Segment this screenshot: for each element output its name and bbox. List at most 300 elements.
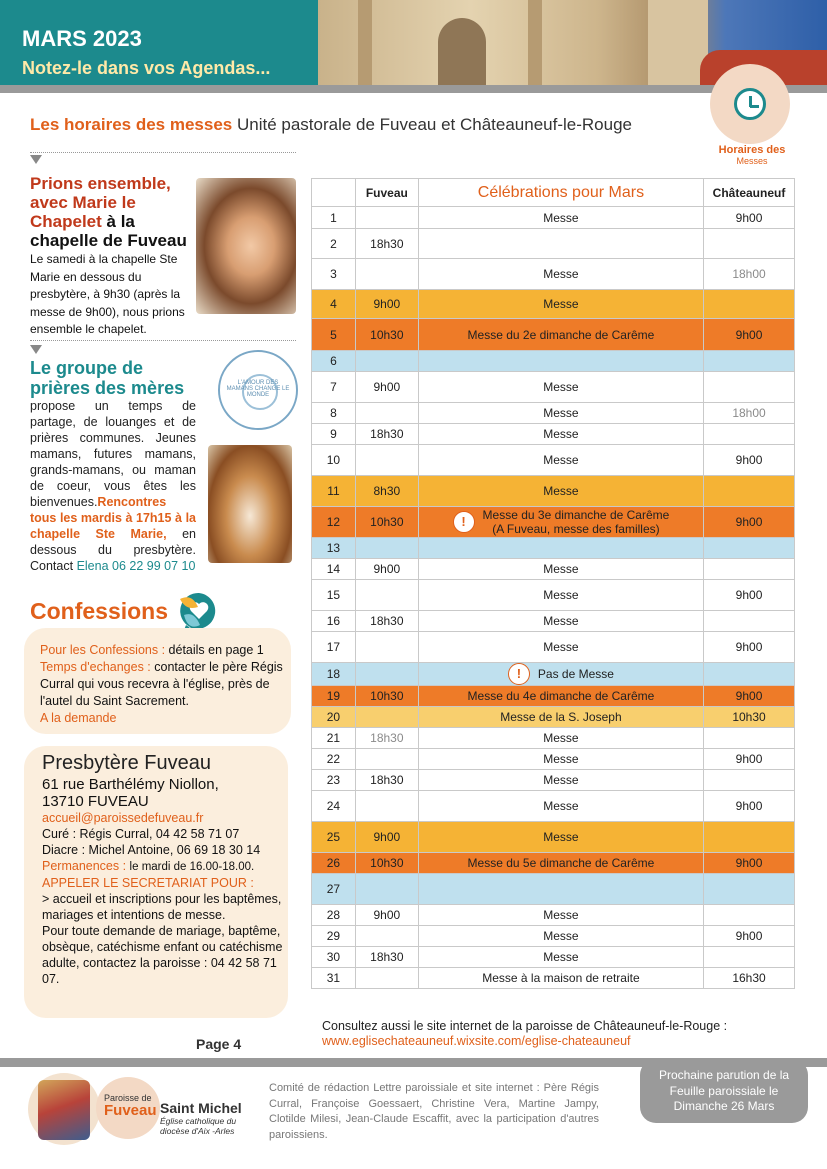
prions-title-line1: Prions ensemble, — [30, 174, 171, 193]
permanences-hours: le mardi de 16.00-18.00. — [129, 861, 255, 873]
celebration-label: Messe — [543, 453, 579, 467]
meres-title — [30, 358, 184, 398]
celebration-cell — [418, 926, 703, 947]
address-line1: 61 rue Barthélémy Niollon, — [42, 776, 219, 793]
table-row — [312, 686, 795, 707]
section-heading — [30, 115, 632, 135]
celebration-cell — [418, 791, 703, 822]
chateauneuf-time-cell — [704, 351, 795, 372]
table-row — [312, 822, 795, 853]
celebration-text — [543, 614, 578, 628]
logo-diocese: diocèse d'Aix -Arles — [160, 1126, 235, 1136]
chateauneuf-time-cell: 10h30 — [704, 707, 795, 728]
table-row — [312, 905, 795, 926]
divider — [30, 340, 296, 341]
chateauneuf-time-cell: 9h00 — [704, 749, 795, 770]
warning-icon: ! — [508, 663, 530, 685]
celebration-label: Messe — [543, 773, 579, 787]
chateauneuf-time-cell — [704, 559, 795, 580]
fuveau-time-cell: 9h00 — [355, 290, 418, 319]
celebration-label: Messe du 5e dimanche de Carême — [467, 856, 655, 870]
fuveau-time-cell — [355, 707, 418, 728]
celebration-text — [543, 562, 578, 576]
confessions-detail: détails en page 1 — [168, 643, 264, 657]
email-link[interactable]: accueil@paroissedefuveau.fr — [42, 811, 204, 825]
chateauneuf-time-cell: 18h00 — [704, 259, 795, 290]
chateauneuf-time-cell — [704, 372, 795, 403]
day-cell: 16 — [312, 611, 356, 632]
presbytere-body — [42, 776, 288, 987]
col-header-chateauneuf: Châteauneuf — [704, 179, 795, 207]
celebration-cell — [418, 749, 703, 770]
day-cell: 27 — [312, 874, 356, 905]
celebration-text — [543, 427, 578, 441]
chateauneuf-time-cell — [704, 538, 795, 559]
celebration-label: Messe — [543, 640, 579, 654]
day-cell: 15 — [312, 580, 356, 611]
table-row — [312, 968, 795, 989]
celebration-text — [500, 710, 621, 724]
day-cell: 21 — [312, 728, 356, 749]
chateauneuf-time-cell — [704, 290, 795, 319]
fuveau-time-cell: 18h30 — [355, 611, 418, 632]
table-row — [312, 663, 795, 686]
parution-text: Prochaine parution de la Feuille paroissiale le Dimanche 26 Mars — [658, 1068, 790, 1113]
niche-shape — [438, 18, 486, 86]
day-cell: 22 — [312, 749, 356, 770]
fuveau-time-cell — [355, 403, 418, 424]
celebration-cell — [418, 559, 703, 580]
col-header-fuveau: Fuveau — [355, 179, 418, 207]
chateauneuf-time-cell — [704, 822, 795, 853]
chateauneuf-time-cell — [704, 874, 795, 905]
meres-body — [30, 398, 196, 574]
table-row — [312, 290, 795, 319]
fuveau-time-cell — [355, 259, 418, 290]
fuveau-time-cell: 18h30 — [355, 947, 418, 968]
celebration-cell — [418, 403, 703, 424]
celebration-text — [543, 773, 578, 787]
table-row — [312, 926, 795, 947]
celebration-text — [543, 950, 578, 964]
table-row — [312, 707, 795, 728]
mass-schedule-table — [311, 178, 795, 989]
celebration-cell — [418, 538, 703, 559]
day-cell: 13 — [312, 538, 356, 559]
col-header-day — [312, 179, 356, 207]
comite-redaction: Comité de rédaction Lettre paroissiale et site internet : Père Régis Curral, Françoise Goessaert, Christine Vera, Martine Jampy, Clotilde Milesi, Jean-Claude Escaffit, avec la participation d'autres paroissiens. — [269, 1082, 599, 1141]
page-number: Page 4 — [196, 1036, 242, 1052]
section-heading-rest: Unité pastorale de Fuveau et Châteauneuf-le-Rouge — [232, 115, 632, 134]
celebration-cell — [418, 663, 703, 686]
fuveau-time-cell — [355, 632, 418, 663]
demande-text: Pour toute demande de mariage, baptême, obsèque, catéchisme enfant ou catéchisme adulte, contactez la paroisse : 04 42 58 71 07. — [42, 924, 283, 986]
horaires-badge — [710, 64, 790, 144]
celebration-text — [468, 328, 655, 342]
prions-title-line4: chapelle de Fuveau — [30, 231, 187, 250]
fuveau-time-cell — [355, 968, 418, 989]
chateauneuf-time-cell — [704, 424, 795, 445]
fuveau-time-cell — [355, 351, 418, 372]
day-cell: 9 — [312, 424, 356, 445]
chateauneuf-time-cell: 9h00 — [704, 507, 795, 538]
fuveau-time-cell: 10h30 — [355, 853, 418, 874]
fuveau-time-cell: 10h30 — [355, 686, 418, 707]
echanges-label: Temps d'echanges : — [40, 660, 155, 674]
triangle-marker-icon — [30, 345, 42, 354]
table-row — [312, 424, 795, 445]
chateauneuf-time-cell — [704, 229, 795, 259]
celebration-text — [543, 406, 578, 420]
day-cell: 5 — [312, 319, 356, 351]
fuveau-time-cell — [355, 445, 418, 476]
celebration-content — [419, 799, 703, 813]
celebration-cell — [418, 476, 703, 507]
presbytere-title: Presbytère Fuveau — [42, 752, 211, 774]
divider — [30, 152, 296, 153]
celebration-content — [419, 663, 703, 685]
chateauneuf-time-cell: 16h30 — [704, 968, 795, 989]
celebration-content — [419, 689, 703, 703]
celebration-cell — [418, 445, 703, 476]
meres-body-intro: propose un temps de partage, de louanges et de prières communes. Jeunes mamans, futures mamans, grands-mamans, ou maman de coeur, vous êtes les bienvenues. — [30, 399, 196, 509]
celebration-cell — [418, 229, 703, 259]
fuveau-time-cell: 9h00 — [355, 822, 418, 853]
fuveau-time-cell: 9h00 — [355, 372, 418, 403]
fuveau-time-cell: 18h30 — [355, 770, 418, 791]
fuveau-time-cell — [355, 874, 418, 905]
chateauneuf-time-cell: 9h00 — [704, 580, 795, 611]
celebration-content — [419, 211, 703, 225]
celebration-label: Messe — [543, 562, 579, 576]
celebration-content — [419, 640, 703, 654]
fuveau-time-cell: 10h30 — [355, 319, 418, 351]
celebration-label: Messe de la S. Joseph — [500, 710, 622, 724]
chateauneuf-time-cell: 9h00 — [704, 319, 795, 351]
month-title: MARS 2023 — [22, 26, 142, 51]
celebration-cell — [418, 874, 703, 905]
celebration-content — [419, 856, 703, 870]
celebration-content — [419, 484, 703, 498]
celebration-text — [538, 667, 614, 681]
celebration-cell — [418, 853, 703, 874]
meres-contact: Elena 06 22 99 07 10 — [76, 559, 196, 573]
celebration-cell — [418, 507, 703, 538]
celebration-content — [419, 297, 703, 311]
celebration-content — [419, 908, 703, 922]
celebration-text — [543, 211, 578, 225]
celebration-label: Messe — [543, 267, 579, 281]
celebration-label: Messe — [543, 731, 579, 745]
table-row — [312, 947, 795, 968]
seal-text: L'AMOUR DES MAMANS CHANGE LE MONDE — [226, 380, 290, 398]
day-cell: 11 — [312, 476, 356, 507]
celebration-text — [543, 588, 578, 602]
logo-eglise: Église catholique du — [160, 1116, 237, 1126]
day-cell: 14 — [312, 559, 356, 580]
celebration-label: Messe du 2e dimanche de Carême — [467, 327, 655, 342]
celebration-cell — [418, 259, 703, 290]
fuveau-time-cell — [355, 538, 418, 559]
celebration-cell — [418, 822, 703, 853]
fuveau-time-cell — [355, 749, 418, 770]
celebration-cell — [418, 686, 703, 707]
day-cell: 26 — [312, 853, 356, 874]
day-cell: 4 — [312, 290, 356, 319]
badge-label: Horaires des — [718, 144, 786, 156]
celebration-cell — [418, 207, 703, 229]
meres-body-end: en dessous du presbytère. Contact — [30, 527, 196, 573]
day-cell: 12 — [312, 507, 356, 538]
celebration-cell — [418, 372, 703, 403]
confessions-title: Confessions — [30, 598, 169, 624]
meres-title-line2: prières des mères — [30, 378, 185, 398]
celebration-label: Messe — [543, 929, 579, 943]
celebration-content — [419, 773, 703, 787]
table-row — [312, 770, 795, 791]
day-cell: 25 — [312, 822, 356, 853]
celebration-label: Messe du 4e dimanche de Carême — [467, 689, 655, 703]
header-rule — [0, 85, 827, 93]
chateauneuf-time-cell — [704, 905, 795, 926]
a-la-demande: A la demande — [40, 711, 117, 725]
celebration-content — [419, 427, 703, 441]
celebration-content — [419, 508, 703, 536]
fuveau-time-cell: 18h30 — [355, 728, 418, 749]
prions-title-line2: avec Marie le — [30, 193, 136, 212]
echanges-detail: contacter le père Régis Curral qui vous recevra à l'église, près de l'autel du Saint Sacrement. — [40, 660, 283, 708]
day-cell: 3 — [312, 259, 356, 290]
table-row — [312, 874, 795, 905]
day-cell: 31 — [312, 968, 356, 989]
celebration-label: Messe — [543, 830, 579, 844]
celebration-content — [419, 267, 703, 281]
chateauneuf-time-cell: 9h00 — [704, 853, 795, 874]
celebration-cell — [418, 580, 703, 611]
chateauneuf-time-cell — [704, 611, 795, 632]
celebration-label: Pas de Messe — [537, 667, 614, 681]
celebration-label: Messe — [543, 614, 579, 628]
day-cell: 10 — [312, 445, 356, 476]
celebration-cell — [418, 351, 703, 372]
celebration-text — [543, 267, 578, 281]
celebration-content — [419, 588, 703, 602]
celebration-text — [468, 689, 655, 703]
meres-rencontres: Rencontres tous les mardis à 17h15 à la chapelle Ste Marie, — [30, 495, 196, 541]
celebration-text — [482, 971, 639, 985]
chateauneuf-time-cell — [704, 663, 795, 686]
celebration-text — [543, 731, 578, 745]
table-row — [312, 559, 795, 580]
header — [0, 0, 827, 86]
table-row — [312, 611, 795, 632]
day-cell: 7 — [312, 372, 356, 403]
confessions-label: Pour les Confessions : — [40, 643, 169, 657]
clock-icon — [734, 88, 766, 120]
logo-saint-michel: Saint Michel — [160, 1100, 242, 1116]
pillar-shape — [358, 0, 372, 86]
celebration-content — [419, 614, 703, 628]
meres-title-line1: Le groupe de — [30, 358, 144, 378]
warning-icon: ! — [453, 511, 475, 533]
celebration-content — [419, 752, 703, 766]
celebration-text — [543, 908, 578, 922]
table-row — [312, 351, 795, 372]
confessions-text — [40, 642, 290, 727]
fuveau-time-cell — [355, 207, 418, 229]
chateauneuf-time-cell: 9h00 — [704, 445, 795, 476]
cure-contact: Curé : Régis Curral, 04 42 58 71 07 — [42, 827, 240, 841]
fuveau-time-cell: 18h30 — [355, 229, 418, 259]
table-row — [312, 507, 795, 538]
table-row — [312, 728, 795, 749]
secretariat-label: APPELER LE SECRETARIAT POUR : — [42, 876, 254, 890]
celebration-content — [419, 453, 703, 467]
celebration-note: (A Fuveau, messe des familles) — [492, 522, 660, 536]
celebration-text — [483, 508, 670, 536]
table-row — [312, 632, 795, 663]
chateauneuf-time-cell: 9h00 — [704, 926, 795, 947]
tower-shape — [648, 0, 708, 86]
celebration-label: Messe — [543, 588, 579, 602]
chateauneuf-time-cell — [704, 947, 795, 968]
fuveau-time-cell: 10h30 — [355, 507, 418, 538]
triangle-marker-icon — [30, 155, 42, 164]
diacre-contact: Diacre : Michel Antoine, 06 69 18 30 14 — [42, 843, 261, 857]
table-row — [312, 445, 795, 476]
address-line2: 13710 FUVEAU — [42, 793, 149, 810]
table-header-row — [312, 179, 795, 207]
celebration-cell — [418, 611, 703, 632]
day-cell: 18 — [312, 663, 356, 686]
day-cell: 24 — [312, 791, 356, 822]
celebration-label: Messe — [543, 427, 579, 441]
celebration-text — [543, 380, 578, 394]
chateauneuf-time-cell: 9h00 — [704, 632, 795, 663]
chateauneuf-time-cell — [704, 728, 795, 749]
table-row — [312, 853, 795, 874]
celebration-content — [419, 328, 703, 342]
table-row — [312, 259, 795, 290]
site-link[interactable]: www.eglisechateauneuf.wixsite.com/eglise-chateauneuf — [322, 1034, 631, 1048]
day-cell: 28 — [312, 905, 356, 926]
celebration-text — [543, 453, 578, 467]
prions-body: Le samedi à la chapelle Ste Marie en dessous du presbytère, à 9h30 (après la messe de 9h00), nous prions ensemble le chapelet. — [30, 252, 185, 336]
day-cell: 6 — [312, 351, 356, 372]
celebration-cell — [418, 290, 703, 319]
celebration-label: Messe — [543, 406, 579, 420]
permanences-label: Permanences : — [42, 859, 130, 873]
celebration-text — [543, 640, 578, 654]
chateauneuf-time-cell: 9h00 — [704, 207, 795, 229]
chateauneuf-time-cell: 9h00 — [704, 686, 795, 707]
table-row — [312, 580, 795, 611]
fuveau-time-cell — [355, 580, 418, 611]
table-row — [312, 476, 795, 507]
celebration-content — [419, 562, 703, 576]
celebration-label: Messe — [543, 752, 579, 766]
celebration-text — [468, 856, 655, 870]
celebration-cell — [418, 770, 703, 791]
logo-fuveau: Fuveau — [104, 1102, 157, 1119]
celebration-content — [419, 380, 703, 394]
day-cell: 8 — [312, 403, 356, 424]
month-subtitle: Notez-le dans vos Agendas... — [22, 58, 271, 78]
fuveau-time-cell: 9h00 — [355, 559, 418, 580]
celebration-content — [419, 710, 703, 724]
badge-label-2: Messes — [736, 156, 768, 166]
celebration-label: Messe du 3e dimanche de Carême — [482, 508, 670, 522]
pillar-shape — [528, 0, 542, 86]
logo-paroisse: Paroisse de — [104, 1093, 152, 1103]
chateauneuf-time-cell — [704, 476, 795, 507]
celebration-text — [543, 297, 578, 311]
virgin-mary-image — [196, 178, 296, 314]
celebration-label: Messe — [543, 950, 579, 964]
celebration-cell — [418, 707, 703, 728]
day-cell: 30 — [312, 947, 356, 968]
celebration-cell — [418, 947, 703, 968]
celebration-content — [419, 971, 703, 985]
celebration-label: Messe — [543, 799, 579, 813]
accueil-text: > accueil et inscriptions pour les baptêmes, mariages et intentions de messe. — [42, 892, 282, 922]
celebration-content — [419, 731, 703, 745]
fuveau-time-cell: 9h00 — [355, 905, 418, 926]
table-row — [312, 319, 795, 351]
celebration-content — [419, 950, 703, 964]
fuveau-time-cell — [355, 926, 418, 947]
celebration-label: Messe — [543, 908, 579, 922]
table-row — [312, 791, 795, 822]
fuveau-time-cell — [355, 791, 418, 822]
chateauneuf-time-cell — [704, 770, 795, 791]
saint-michel-image — [38, 1080, 90, 1140]
celebration-cell — [418, 728, 703, 749]
celebration-content — [419, 830, 703, 844]
day-cell: 23 — [312, 770, 356, 791]
celebration-content — [419, 929, 703, 943]
prions-title-a-la: à la — [101, 212, 135, 231]
day-cell: 20 — [312, 707, 356, 728]
prions-title — [30, 174, 190, 250]
table-body — [312, 207, 795, 989]
celebration-label: Messe — [543, 484, 579, 498]
celebration-text — [543, 929, 578, 943]
celebration-label: Messe — [543, 210, 579, 225]
celebration-text — [543, 830, 578, 844]
day-cell: 29 — [312, 926, 356, 947]
celebration-text — [543, 752, 578, 766]
celebration-cell — [418, 968, 703, 989]
table-row — [312, 538, 795, 559]
holy-family-image — [208, 445, 292, 563]
celebration-content — [419, 406, 703, 420]
day-cell: 2 — [312, 229, 356, 259]
table-row — [312, 207, 795, 229]
table-row — [312, 403, 795, 424]
chateauneuf-time-cell: 18h00 — [704, 403, 795, 424]
day-cell: 1 — [312, 207, 356, 229]
day-cell: 17 — [312, 632, 356, 663]
site-note: Consultez aussi le site internet de la paroisse de Châteauneuf-le-Rouge : — [322, 1019, 728, 1033]
celebration-cell — [418, 632, 703, 663]
prions-title-chapelet: Chapelet — [30, 212, 102, 231]
fuveau-time-cell: 8h30 — [355, 476, 418, 507]
fuveau-time-cell: 18h30 — [355, 424, 418, 445]
table-row — [312, 229, 795, 259]
celebration-label: Messe à la maison de retraite — [482, 971, 640, 985]
celebration-label: Messe — [543, 380, 579, 394]
